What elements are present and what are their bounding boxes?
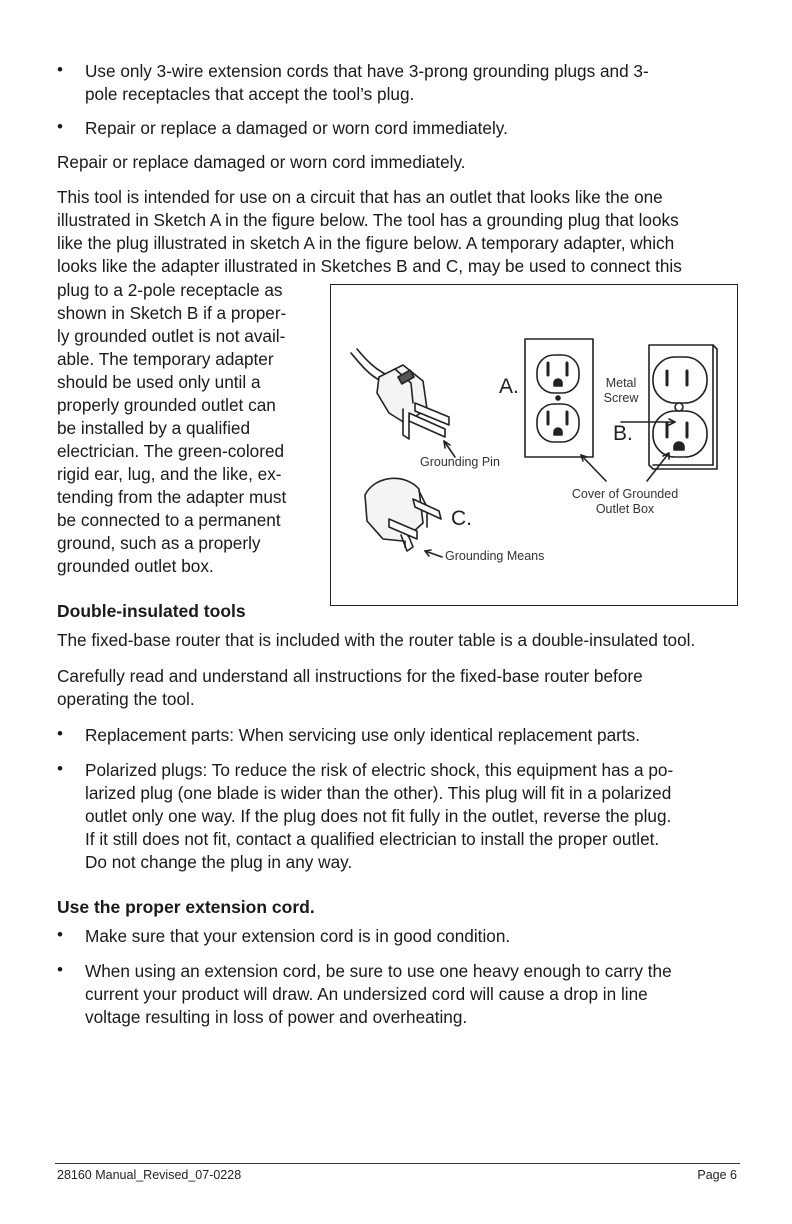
bullet-good-condition: Make sure that your extension cord is in good condition. [85, 926, 511, 946]
three-prong-plug-icon [351, 349, 449, 439]
para-carefully-read: Carefully read and understand all instructions for the fixed-base router before operating the tool. [57, 666, 643, 709]
grounded-outlet-icon [525, 339, 593, 457]
metal-screw-label: Metal Screw [603, 376, 639, 405]
grounding-figure [330, 284, 738, 606]
sketch-b-label: B. [613, 422, 633, 445]
bullet-marker: • [57, 60, 63, 79]
sketch-c-label: C. [451, 507, 472, 530]
bullet-heavy-enough: When using an extension cord, be sure to use one heavy enough to carry the current your product will draw. An undersized cord will cause a drop in line voltage resulting in loss of power and overheating. [85, 961, 672, 1027]
bullet-marker: • [57, 724, 63, 743]
bullet-replacement-parts: Replacement parts: When servicing use only identical replacement parts. [85, 725, 641, 745]
bullet-polarized-plugs: Polarized plugs: To reduce the risk of electric shock, this equipment has a po- larized plug (one blade is wider than the other). This plug will fit in a polarized outlet only one way. If the plug does not fit fully in the outlet, reverse the plug. If it still does not fit, contact a qualified electrician to install the proper outlet. Do not change the plug in any way. [85, 760, 674, 872]
outlet-box-cover-label: Cover of Grounded Outlet Box [571, 487, 679, 516]
footer-document-id: 28160 Manual_Revised_07-0228 [57, 1168, 242, 1182]
bullet-repair-cord: Repair or replace a damaged or worn cord immediately. [85, 118, 508, 138]
adapter-plug-icon [365, 478, 441, 551]
para-circuit: This tool is intended for use on a circuit that has an outlet that looks like the one illustrated in Sketch A in the figure below. The tool has a grounding plug that looks like the plug illustrated in sketch A in the figure below. A temporary adapter, which looks like the adapter illustrated in Sketches B and C, may be used to connect this [57, 187, 682, 276]
heading-double-insulated: Double-insulated tools [57, 601, 246, 621]
para-repair: Repair or replace damaged or worn cord immediately. [57, 152, 466, 172]
bullet-marker: • [57, 960, 63, 979]
bullet-marker: • [57, 759, 63, 778]
bullet-marker: • [57, 117, 63, 136]
para-adapter-side: plug to a 2-pole receptacle as shown in Sketch B if a proper- ly grounded outlet is not avail- able. The temporary adapter should be used only until a properly grounded outlet can be installed by a qualified electrician. The green-colored rigid ear, lug, and the like, ex- tending from the adapter must be connected to a permanent ground, such as a properly grounded outlet box. [57, 280, 287, 576]
footer-divider [55, 1163, 740, 1164]
bullet-marker: • [57, 925, 63, 944]
grounding-means-label: Grounding Means [445, 549, 545, 563]
grounding-pin-label: Grounding Pin [420, 455, 500, 469]
heading-extension-cord: Use the proper extension cord. [57, 897, 315, 917]
bullet-3-wire-cords: Use only 3-wire extension cords that have 3-prong grounding plugs and 3- pole receptacles that accept the tool’s plug. [85, 61, 649, 104]
outlet-box-cover-icon [649, 345, 717, 469]
footer-page-number: Page 6 [697, 1168, 737, 1182]
sketch-a-label: A. [499, 375, 519, 398]
para-fixed-base: The fixed-base router that is included with the router table is a double-insulated tool. [57, 630, 696, 650]
